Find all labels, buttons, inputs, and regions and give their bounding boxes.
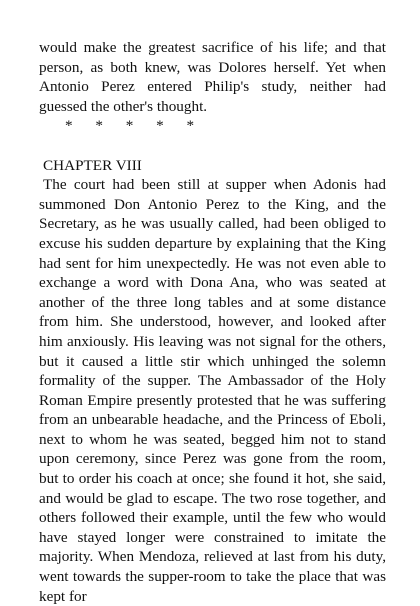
- opening-paragraph: would make the greatest sacrifice of his life; and that person, as both knew, was Dolores herself. Yet when Antonio Perez entered Philip's study, neither had guessed the other's thought.: [39, 39, 386, 115]
- book-page: [39, 38, 386, 606]
- section-break: * * * * *: [65, 117, 195, 135]
- blank-line: [39, 136, 386, 156]
- chapter-heading: CHAPTER VIII: [43, 156, 142, 174]
- chapter-paragraph: The court had been still at supper when Adonis had summoned Don Antonio Perez to the King, and the Secretary, as he was usually called, had been obliged to excuse his sudden departure by explaining that the King had sent for him unexpectedly. He was not even able to exchange a word with Dona Ana, who was seated at another of the three long tables and at some distance from him. She understood, however, and looked after him anxiously. His leaving was not signal for the others, but it caused a little stir which unhinged the solemn formality of the supper. The Ambassador of the Holy Roman Empire presently protested that he was suffering from an unbearable headache, and the Princess of Eboli, next to whom he was seated, begged him not to stand upon ceremony, since Perez was gone from the room, but to order his coach at once; she found it hot, she said, and would be glad to escape. The two rose together, and others followed their example, until the few who would have stayed longer were constrained to imitate the majority. When Mendoza, relieved at last from his duty, went towards the supper-room to take the place that was kept for: [39, 176, 386, 605]
